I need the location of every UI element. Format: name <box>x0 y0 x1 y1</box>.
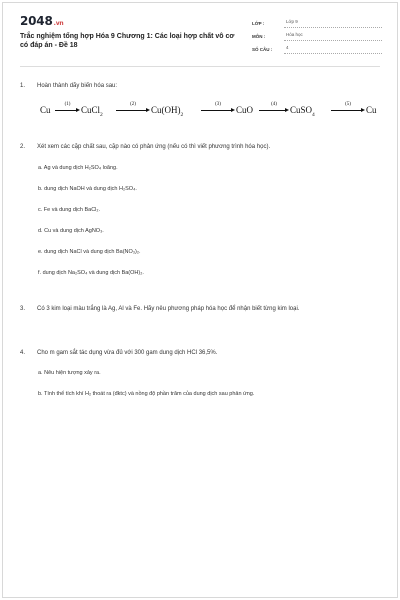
meta-row-class <box>252 15 382 28</box>
question-text: Cho m gam sắt tác dụng vừa đủ với 300 gam dung dịch HCl 36,5%. <box>37 350 218 356</box>
chain-species-1: Cu <box>40 105 51 115</box>
arrow-head-icon <box>361 108 365 112</box>
chain-species-2: CuCl$_2$ <box>81 105 103 118</box>
question-text: Hoàn thành dãy biến hóa sau: <box>37 83 118 89</box>
reaction-arrow-1 <box>55 103 80 113</box>
answer-item-2d: d. Cu và dung dịch AgNO₃. <box>38 228 104 234</box>
page-border <box>2 2 398 598</box>
chain-species-4: CuO <box>236 105 254 115</box>
answer-item-4a: a. Nêu hiện tượng xảy ra. <box>38 370 101 376</box>
chain-species-5: CuSO$_4$ <box>290 105 315 118</box>
header-divider <box>20 66 380 67</box>
arrow-line <box>259 110 286 111</box>
question-3 <box>20 305 382 314</box>
reaction-arrow-3 <box>201 103 235 113</box>
answer-item-2f: f. dung dịch Na₂SO₄ và dung dịch Ba(OH)₂. <box>38 270 144 276</box>
question-4 <box>20 349 382 358</box>
arrow-head-icon <box>146 108 150 112</box>
reaction-arrow-4 <box>259 103 289 113</box>
logo-text: 2048 <box>20 14 53 28</box>
answer-item-2b: b. dung dịch NaOH và dung dịch H₂SO₄. <box>38 186 137 192</box>
arrow-label: (1) <box>64 102 71 107</box>
meta-value-subject: Hóa học <box>284 31 382 41</box>
meta-key-class: LỚP : <box>252 21 265 26</box>
reaction-chain <box>40 103 390 119</box>
reaction-arrow-2 <box>116 103 150 113</box>
reaction-arrow-5 <box>331 103 365 113</box>
question-number: 1. <box>20 83 26 89</box>
question-1 <box>20 82 382 91</box>
answer-item-2e: e. dung dịch NaCl và dung dịch Ba(NO₃)₂. <box>38 249 141 255</box>
meta-panel <box>252 15 382 54</box>
site-logo[interactable] <box>20 14 63 28</box>
chain-species-6: Cu <box>366 105 377 115</box>
arrow-line <box>55 110 77 111</box>
meta-key-subject: MÔN : <box>252 34 266 39</box>
arrow-head-icon <box>285 108 289 112</box>
document-title: Trắc nghiệm tổng hợp Hóa 9 Chương 1: Các loại hợp chất vô cơ có đáp án - Đề 18 <box>20 33 235 49</box>
chain-species-3: $Cu(OH)_2$ <box>151 105 184 118</box>
answer-item-4b: b. Tính thể tích khí H₂ thoát ra (đktc) và nồng độ phần trăm của dung dịch sau phản ứng. <box>38 391 255 397</box>
question-number: 3. <box>20 306 26 312</box>
meta-row-subject <box>252 28 382 41</box>
arrow-label: (4) <box>271 102 277 107</box>
arrow-head-icon <box>231 108 235 112</box>
arrow-line <box>201 110 232 111</box>
arrow-label: (3) <box>215 102 221 107</box>
meta-value-class: Lớp 9 <box>284 18 382 28</box>
arrow-line <box>331 110 362 111</box>
question-text: Có 3 kim loại màu trắng là Ag, Al và Fe. Hãy nêu phương pháp hóa học để nhận biết từng kim loại. <box>37 306 300 312</box>
answer-item-2c: c. Fe và dung dịch BaCl₂. <box>38 207 101 213</box>
question-number: 2. <box>20 144 26 150</box>
arrow-head-icon <box>76 108 80 112</box>
question-2 <box>20 143 382 152</box>
meta-row-count <box>252 41 382 54</box>
logo-tld: .vn <box>53 20 64 27</box>
arrow-label: (5) <box>345 102 351 107</box>
question-number: 4. <box>20 350 26 356</box>
answer-item-2a: a. Ag và dung dịch H₂SO₄ loãng. <box>38 165 118 171</box>
question-text: Xét xem các cặp chất sau, cặp nào có phản ứng (nếu có thì viết phương trình hóa học). <box>37 144 271 150</box>
meta-value-count: 4 <box>284 44 382 54</box>
arrow-label: (2) <box>130 102 136 107</box>
meta-key-count: SỐ CÂU : <box>252 47 273 52</box>
arrow-line <box>116 110 147 111</box>
